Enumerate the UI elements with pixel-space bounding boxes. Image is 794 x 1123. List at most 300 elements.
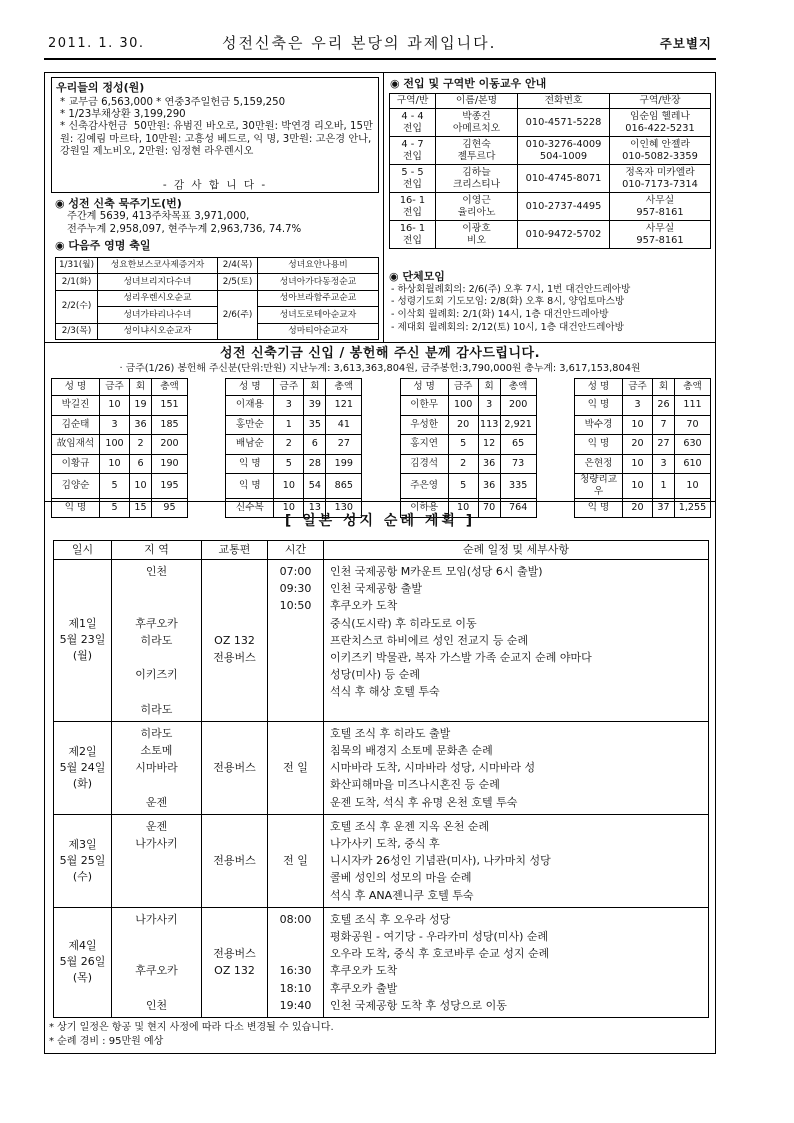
area-text: 4 - 4 [401, 110, 424, 122]
transport-text: 전용버스 [213, 651, 256, 665]
table-row [390, 193, 711, 221]
donation-value: 865 [326, 474, 362, 499]
donation-value: 195 [152, 474, 188, 499]
feast-day-table [55, 257, 379, 341]
transport-text: OZ 132 [214, 964, 255, 978]
time-text: 19:40 [279, 998, 312, 1012]
donor-name: 배남순 [226, 435, 274, 455]
transport-text: OZ 132 [214, 633, 255, 647]
donation-value: 10 [274, 474, 304, 499]
detail-line: 석식 후 ANA젠니쿠 호텔 투숙 [330, 888, 474, 902]
area-cell [112, 721, 202, 814]
time-text: 08:00 [279, 912, 312, 926]
table-gap [188, 396, 226, 416]
transfer-area [390, 193, 436, 221]
donation-value: 73 [500, 454, 536, 474]
donor-name: 홍지연 [400, 435, 448, 455]
donation-value: 95 [152, 498, 188, 518]
donation-value: 37 [653, 498, 675, 518]
donation-value: 36 [130, 415, 152, 435]
column-header: 순례 일정 및 세부사항 [324, 541, 709, 560]
time-cell: 전 일 [268, 814, 324, 907]
area-text: 16- 1 [399, 194, 426, 206]
donation-value: 1,255 [675, 498, 711, 518]
column-header: 금주 [274, 379, 304, 396]
note-line: * 순례 경비 : 95만원 예상 [49, 1036, 164, 1047]
column-header: 회 [130, 379, 152, 396]
column-header: 구역/반 [390, 94, 436, 109]
time-text: 16:30 [279, 964, 312, 978]
section-divider [45, 342, 715, 343]
donation-value: 5 [448, 474, 478, 499]
page-header [44, 34, 716, 56]
note-line: * 상기 일정은 항공 및 현지 사정에 따라 다소 변경될 수 있습니다. [49, 1022, 334, 1033]
offerings-box [51, 77, 379, 193]
kind-text: 전입 [403, 150, 422, 162]
donation-value: 3 [274, 396, 304, 416]
leader-text: 사무실 [645, 222, 675, 234]
donation-value: 200 [152, 435, 188, 455]
leader-phone-text: 957-8161 [636, 206, 684, 218]
donation-value: 151 [152, 396, 188, 416]
table-gap [536, 474, 574, 499]
donation-value: 3 [100, 415, 130, 435]
group-meetings-title: ◉ 단체모임 [389, 270, 445, 283]
table-row [56, 290, 379, 307]
day-weekday: (목) [72, 971, 93, 985]
area-cell [112, 907, 202, 1017]
donation-value: 54 [304, 474, 326, 499]
table-gap [188, 379, 226, 396]
table-header-row [390, 94, 711, 109]
table-gap [536, 415, 574, 435]
donation-value: 190 [152, 454, 188, 474]
column-header: 일시 [54, 541, 112, 560]
table-gap [362, 454, 400, 474]
section-divider [45, 501, 715, 502]
transport-cell: 전용버스 [202, 721, 268, 814]
table-row [54, 560, 709, 722]
table-header-row [52, 379, 711, 396]
area-text: 4 - 7 [401, 138, 424, 150]
feast-saint: 성녀브리지다수녀 [98, 274, 218, 291]
detail-line: 시마바라 도착, 시마바라 성당, 시마바라 성 [330, 761, 536, 775]
feast-saint: 성녀가타리나수녀 [98, 307, 218, 324]
donation-value: 70 [675, 415, 711, 435]
detail-line: 나가사키 도착, 중식 후 [330, 837, 440, 851]
day-label: 제2일 [68, 744, 97, 758]
feast-date: 2/6(주) [218, 290, 258, 340]
table-gap [536, 396, 574, 416]
day-weekday: (수) [72, 869, 93, 883]
offerings-thanks: - 감 사 합 니 다 - [162, 179, 268, 191]
donor-name: 익 명 [575, 396, 623, 416]
donation-value: 2 [274, 435, 304, 455]
donation-value: 10 [100, 454, 130, 474]
time-text: 18:10 [279, 981, 312, 995]
transfer-name [436, 221, 518, 249]
donor-name: 이한무 [400, 396, 448, 416]
donation-value: 10 [675, 474, 711, 499]
column-header: 시간 [268, 541, 324, 560]
day-cell [54, 907, 112, 1017]
donation-value: 1 [653, 474, 675, 499]
day-label: 제3일 [68, 837, 97, 851]
area-text: 후쿠오카 [135, 616, 178, 630]
detail-line: 침묵의 배경지 소토메 문화촌 순례 [330, 744, 493, 758]
detail-line: 성당(미사) 등 순례 [330, 668, 420, 682]
pilgrimage-title: [ 일본 성지 순례 계획 ] [284, 513, 476, 529]
donor-name: 익 명 [226, 474, 274, 499]
detail-line: 오우라 도착, 중식 후 호코바루 순교 성지 순례 [330, 947, 550, 961]
day-date: 5월 23일 [59, 633, 106, 647]
time-cell [268, 560, 324, 722]
donor-name: 주은영 [400, 474, 448, 499]
donation-value: 335 [500, 474, 536, 499]
detail-line: 이키즈키 박물관, 복자 가스발 가족 순교지 순례 야마다 [330, 651, 592, 665]
detail-line: 인천 국제공항 출발 [330, 582, 423, 596]
area-cell [112, 814, 202, 907]
donation-value: 3 [478, 396, 500, 416]
feast-saint: 성이냐시오순교자 [98, 323, 218, 340]
donation-value: 35 [304, 415, 326, 435]
saint-text: 아메르치오 [452, 122, 501, 134]
donation-value: 10 [448, 498, 478, 518]
donation-value: 10 [100, 396, 130, 416]
donor-name: 익 명 [575, 435, 623, 455]
donation-value: 10 [623, 474, 653, 499]
column-header: 금주 [623, 379, 653, 396]
transfer-phone [518, 193, 610, 221]
donation-value: 5 [448, 435, 478, 455]
list-item: - 성령기도회 기도모임: 2/8(화) 오후 8시, 양업토마스방 [391, 296, 625, 308]
donation-value: 100 [100, 435, 130, 455]
name-text: 김하늘 [462, 166, 491, 178]
leader-phone-text: 016-422-5231 [625, 122, 695, 134]
transfer-area [390, 165, 436, 193]
donor-name: 박수경 [575, 415, 623, 435]
donation-table-body [52, 379, 711, 518]
table-gap [362, 415, 400, 435]
issue-date: 2011. 1. 30. [48, 36, 145, 51]
donation-value: 39 [304, 396, 326, 416]
feast-day-title: ◉ 다음주 영명 축일 [55, 239, 151, 252]
column-header: 성 명 [400, 379, 448, 396]
column-header: 금주 [100, 379, 130, 396]
feast-saint: 성요한보스코사제증거자 [98, 257, 218, 274]
transport-cell [202, 560, 268, 722]
table-gap [362, 474, 400, 499]
donation-value: 6 [130, 454, 152, 474]
donation-value: 113 [478, 415, 500, 435]
header-rule [44, 58, 716, 60]
transfer-name [436, 165, 518, 193]
area-text: 이키즈키 [135, 668, 178, 682]
leader-text: 임순임 헬레나 [630, 110, 690, 122]
column-header: 성 명 [226, 379, 274, 396]
detail-line: 니시자카 26성인 기념관(미사), 나카마치 성당 [330, 854, 551, 868]
detail-line: 호텔 조식 후 히라도 출발 [330, 726, 451, 740]
offerings-text: * 교무금 6,563,000 * 연중3주일헌금 5,159,250 * 1/23부채상환 3,199,290 * 신축감사헌금 50만원: 유범진 바오로, 30만원: 박연경 리오바, 15만원: 김예림 마르타, 10만원: 고흥성 베드로, 익 명, 3만원: 고은경 안나, 강원일 제노비오, 2만원: 임정현 라우렌시오 [60, 97, 373, 157]
time-text: 09:30 [279, 582, 312, 596]
kind-text: 전입 [403, 206, 422, 218]
detail-line: 인천 국제공항 M카운트 모임(성당 6시 출발) [330, 565, 543, 578]
donation-value: 27 [653, 435, 675, 455]
donor-name: 청량리교우 [575, 474, 623, 499]
donation-value: 3 [623, 396, 653, 416]
feast-saint: 성녀요안나용비 [258, 257, 379, 274]
area-text: 나가사키 [135, 837, 178, 851]
table-gap [188, 435, 226, 455]
detail-line: 후쿠오카 도착 [330, 599, 398, 613]
donation-value: 65 [500, 435, 536, 455]
kind-text: 전입 [403, 122, 422, 134]
donation-value: 111 [675, 396, 711, 416]
donation-value: 199 [326, 454, 362, 474]
detail-cell [324, 907, 709, 1017]
area-text: 후쿠오카 [135, 964, 178, 978]
rosary-line-1: 주간계 5639, 413주차목표 3,971,000, [67, 211, 250, 222]
transfer-title: ◉ 전입 및 구역반 이동교우 안내 [390, 77, 547, 90]
table-row [52, 396, 711, 416]
feast-date: 1/31(월) [56, 257, 98, 274]
detail-line: 운젠 도착, 석식 후 유명 온천 호텔 투숙 [330, 795, 518, 809]
phone-text: 504-1009 [539, 150, 588, 162]
detail-line: 중식(도시락) 후 히라도로 이동 [330, 616, 477, 630]
name-text: 박종건 [462, 110, 491, 122]
donation-value: 36 [478, 454, 500, 474]
publication-name: 주보별지 [659, 36, 712, 51]
table-gap [536, 454, 574, 474]
detail-cell [324, 560, 709, 722]
feast-saint: 성리우렌시오순교 [98, 290, 218, 307]
table-row [56, 323, 379, 340]
feast-day-section [55, 239, 385, 340]
kind-text: 전입 [403, 234, 422, 246]
time-text: 10:50 [279, 599, 312, 613]
day-cell [54, 560, 112, 722]
donation-value: 200 [500, 396, 536, 416]
area-text: 운젠 [145, 819, 168, 833]
donation-value: 7 [653, 415, 675, 435]
day-weekday: (월) [72, 649, 93, 663]
donation-value: 185 [152, 415, 188, 435]
saint-text: 율리아노 [457, 206, 496, 218]
pilgrimage-table-wrap [53, 540, 709, 1018]
list-item: - 이삭회 월례회: 2/1(화) 14시, 1층 대건안드레아방 [391, 308, 609, 320]
donation-value: 630 [675, 435, 711, 455]
leader-phone-text: 957-8161 [636, 234, 684, 246]
list-item: - 하상회월례회의: 2/6(주) 오후 7시, 1번 대건안드레아방 [391, 283, 631, 295]
detail-line: 프란치스코 하비에르 성인 전교지 등 순례 [330, 633, 529, 647]
rosary-prayer-section [55, 197, 385, 236]
feast-date: 2/5(토) [218, 274, 258, 291]
donation-value: 3 [653, 454, 675, 474]
name-text: 이영근 [462, 194, 491, 206]
leader-phone-text: 010-5082-3359 [622, 150, 698, 162]
detail-line: 호텔 조식 후 오우라 성당 [330, 912, 451, 926]
column-header: 성 명 [52, 379, 100, 396]
donor-name: 이재용 [226, 396, 274, 416]
donor-name: 익 명 [226, 454, 274, 474]
table-gap [362, 396, 400, 416]
transfer-leader [610, 137, 711, 165]
donation-value: 70 [478, 498, 500, 518]
column-header: 구역/반장 [610, 94, 711, 109]
list-item: - 제대회 월례회의: 2/12(토) 10시, 1층 대건안드레아방 [391, 321, 624, 333]
day-date: 5월 26일 [59, 955, 106, 969]
column-header: 성 명 [575, 379, 623, 396]
feast-saint: 성녀도로테아순교자 [258, 307, 379, 324]
transfer-leader [610, 193, 711, 221]
donation-value: 10 [274, 498, 304, 518]
transfer-leader [610, 165, 711, 193]
donor-name: 신수복 [226, 498, 274, 518]
donation-value: 2,921 [500, 415, 536, 435]
detail-line: 화산피해마을 미즈나시혼진 등 순례 [330, 778, 500, 792]
transfer-area [390, 221, 436, 249]
table-row [390, 165, 711, 193]
donor-name: 은현정 [575, 454, 623, 474]
transfer-phone [518, 165, 610, 193]
donation-value: 15 [130, 498, 152, 518]
donation-value: 36 [478, 474, 500, 499]
feast-saint: 성아브라함주교순교 [258, 290, 379, 307]
day-date: 5월 25일 [59, 853, 106, 867]
phone-text: 010-2737-4495 [525, 200, 602, 212]
column-header: 회 [478, 379, 500, 396]
table-row [52, 474, 711, 499]
detail-line: 인천 국제공항 도착 후 성당으로 이동 [330, 998, 507, 1012]
donation-value: 12 [478, 435, 500, 455]
transport-cell [202, 907, 268, 1017]
donation-value: 41 [326, 415, 362, 435]
donation-value: 20 [623, 435, 653, 455]
table-row [54, 907, 709, 1017]
detail-line: 평화공원 - 여기당 - 우라카미 성당(미사) 순례 [330, 930, 549, 944]
table-row [56, 307, 379, 324]
donor-name: 이황규 [52, 454, 100, 474]
table-gap [188, 454, 226, 474]
leader-text: 정옥자 미카엘라 [625, 166, 695, 178]
transfer-leader [610, 221, 711, 249]
rosary-line-2: 전주누계 2,958,097, 현주누계 2,963,736, 74.7% [67, 224, 302, 235]
saint-text: 젤투르다 [457, 150, 496, 162]
feast-saint: 성마티아순교자 [258, 323, 379, 340]
day-cell [54, 814, 112, 907]
table-header-row [54, 541, 709, 560]
donation-value: 2 [130, 435, 152, 455]
table-row [390, 137, 711, 165]
donation-value: 20 [623, 498, 653, 518]
column-header: 전화번호 [518, 94, 610, 109]
transfer-leader [610, 109, 711, 137]
transfer-phone [518, 137, 610, 165]
donor-name: 익 명 [575, 498, 623, 518]
donation-title: 성전 신축기금 신입 / 봉헌해 주신 분께 감사드립니다. [219, 346, 541, 361]
donation-value: 13 [304, 498, 326, 518]
rosary-title: ◉ 성전 신축 묵주기도(번) [55, 197, 182, 210]
detail-line: 후쿠오카 도착 [330, 964, 398, 978]
feast-date: 2/4(목) [218, 257, 258, 274]
page-title: 성전신축은 우리 본당의 과제입니다. [222, 34, 497, 52]
area-cell [112, 560, 202, 722]
donor-name: 박길진 [52, 396, 100, 416]
column-header: 총액 [152, 379, 188, 396]
column-header: 지 역 [112, 541, 202, 560]
donation-value: 5 [274, 454, 304, 474]
table-row [54, 814, 709, 907]
phone-text: 010-4571-5228 [525, 116, 602, 128]
table-gap [188, 474, 226, 499]
donor-name: 이하용 [400, 498, 448, 518]
detail-line: 호텔 조식 후 운젠 지옥 온천 순례 [330, 819, 490, 833]
table-row [56, 257, 379, 274]
area-text: 인천 [145, 998, 168, 1012]
pilgrimage-notes [49, 1021, 334, 1049]
day-label: 제4일 [68, 939, 97, 953]
table-gap [188, 415, 226, 435]
donation-value: 5 [100, 498, 130, 518]
column-header: 금주 [448, 379, 478, 396]
day-date: 5월 24일 [59, 760, 106, 774]
donation-value: 610 [675, 454, 711, 474]
phone-text: 010-4745-8071 [525, 172, 602, 184]
table-gap [536, 435, 574, 455]
time-text: 07:00 [279, 565, 312, 578]
leader-text: 이인혜 안젤라 [630, 138, 690, 150]
table-row [56, 274, 379, 291]
pilgrimage-table [53, 540, 709, 1018]
table-gap [362, 435, 400, 455]
donor-name: 우성한 [400, 415, 448, 435]
time-cell: 전 일 [268, 721, 324, 814]
saint-text: 비오 [467, 234, 486, 246]
day-cell [54, 721, 112, 814]
table-gap [536, 379, 574, 396]
column-header: 교통편 [202, 541, 268, 560]
column-header: 이름/본명 [436, 94, 518, 109]
time-cell [268, 907, 324, 1017]
detail-line: 석식 후 해상 호텔 투숙 [330, 685, 440, 699]
area-text: 인천 [145, 565, 168, 578]
column-header: 총액 [675, 379, 711, 396]
table-row [52, 435, 711, 455]
transfer-name [436, 193, 518, 221]
donation-value: 121 [326, 396, 362, 416]
transfer-phone [518, 221, 610, 249]
area-text: 운젠 [145, 795, 168, 809]
area-text: 16- 1 [399, 222, 426, 234]
phone-text: 010-3276-4009 [525, 138, 602, 150]
day-label: 제1일 [68, 617, 97, 631]
transfer-area [390, 109, 436, 137]
donation-value: 19 [130, 396, 152, 416]
feast-date: 2/3(목) [56, 323, 98, 340]
offerings-title: 우리들의 정성(원) [56, 81, 145, 94]
transport-cell: 전용버스 [202, 814, 268, 907]
donation-value: 6 [304, 435, 326, 455]
transfer-table [389, 93, 711, 249]
donation-value: 100 [448, 396, 478, 416]
donor-name: 김경석 [400, 454, 448, 474]
transfer-name [436, 137, 518, 165]
feast-date: 2/2(수) [56, 290, 98, 323]
donation-value: 2 [448, 454, 478, 474]
donation-value: 5 [100, 474, 130, 499]
table-row [390, 109, 711, 137]
donation-value: 130 [326, 498, 362, 518]
